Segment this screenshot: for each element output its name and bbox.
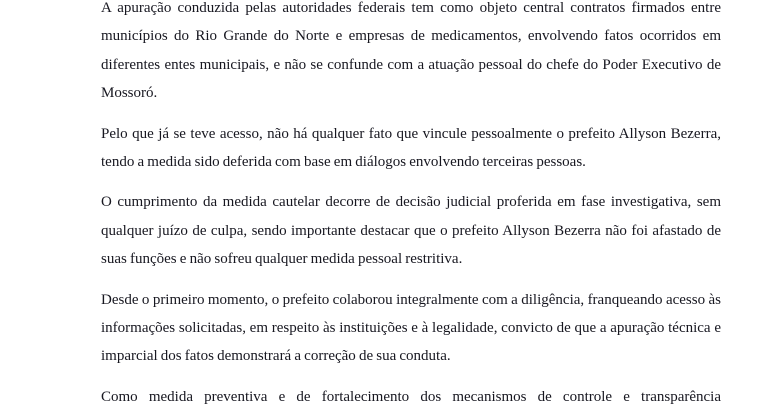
paragraph-no-personal-link: Pelo que já se teve acesso, não há qualquer fato que vincule pessoalmente o prefeito Allyson Bezerra, tendo a medida sido deferida com base em diálogos envolvendo terceiras pessoas. bbox=[101, 125, 721, 171]
paragraph-investigation-scope: A apuração conduzida pelas autoridades federais tem como objeto central contratos firmados entre municípios do Rio Grande do Norte e empresas de medicamentos, envolvendo fatos ocorridos em diferentes entes municipais, e não se confunde com a atuação pessoal do chefe do Poder Executivo de Mossoró. bbox=[101, 0, 721, 102]
paragraph-judicial-measure: O cumprimento da medida cautelar decorre de decisão judicial proferida em fase investigativa, sem qualquer juízo de culpa, sendo importante destacar que o prefeito Allyson Bezerra não foi afastado de suas funções e não sofreu qualquer medida pessoal restritiva. bbox=[101, 194, 721, 268]
document-page bbox=[101, 0, 721, 411]
paragraph-cooperation: Desde o primeiro momento, o prefeito colaborou integralmente com a diligência, franqueando acesso às informações solicitadas, em respeito às instituições e à legalidade, convicto de que a apuração técnica e imparcial dos fatos demonstrará a correção de sua conduta. bbox=[101, 291, 721, 365]
paragraph-preventive-measure-cutoff: Como medida preventiva e de fortalecimento dos mecanismos de controle e transparência bbox=[101, 388, 721, 405]
